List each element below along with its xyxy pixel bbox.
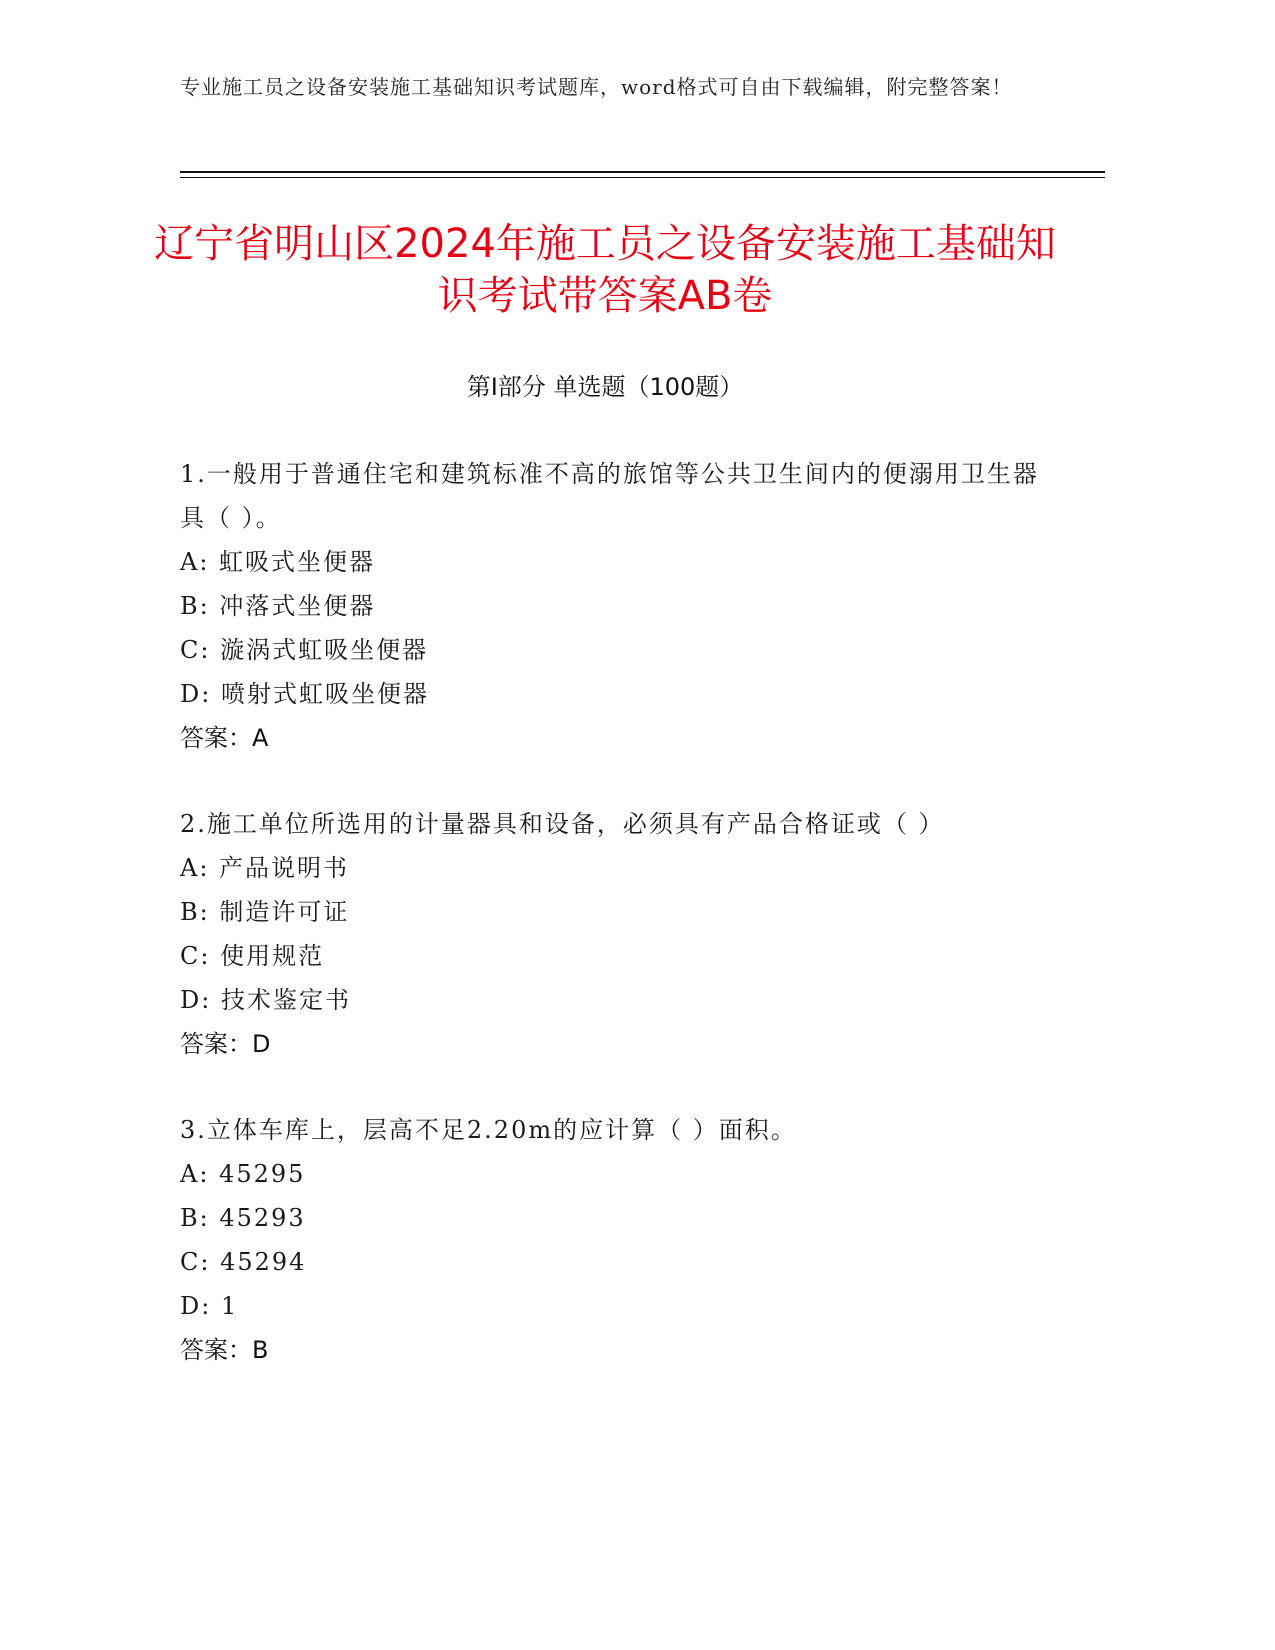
option-d: D: 喷射式虹吸坐便器 — [180, 680, 429, 708]
answer-line: 答案：D — [180, 1030, 271, 1058]
option-d: D: 1 — [180, 1292, 239, 1320]
option-d: D: 技术鉴定书 — [180, 986, 351, 1014]
question-3 — [180, 1108, 1060, 1372]
section-heading: 第Ⅰ部分 单选题（100题） — [466, 373, 744, 401]
document-header-note: 专业施工员之设备安装施工基础知识考试题库，word格式可自由下载编辑，附完整答案！ — [180, 75, 1013, 99]
header-divider-thin — [180, 177, 1105, 178]
question-list — [180, 452, 1060, 1414]
question-stem: 2.施工单位所选用的计量器具和设备，必须具有产品合格证或（ ） — [180, 810, 945, 838]
answer-line: 答案：A — [180, 724, 269, 752]
option-b: B: 制造许可证 — [180, 898, 350, 926]
question-stem: 1.一般用于普通住宅和建筑标准不高的旅馆等公共卫生间内的便溺用卫生器具（ ）。 — [180, 460, 1039, 532]
option-a: A: 虹吸式坐便器 — [180, 548, 376, 576]
option-c: C: 漩涡式虹吸坐便器 — [180, 636, 429, 664]
option-c: C: 45294 — [180, 1248, 307, 1276]
answer-line: 答案：B — [180, 1336, 269, 1364]
option-a: A: 产品说明书 — [180, 854, 350, 882]
option-b: B: 45293 — [180, 1204, 306, 1232]
document-title: 辽宁省明山区2024年施工员之设备安装施工基础知识考试带答案AB卷 — [154, 221, 1056, 319]
option-a: A: 45295 — [180, 1160, 306, 1188]
option-c: C: 使用规范 — [180, 942, 325, 970]
question-1 — [180, 452, 1060, 760]
question-stem: 3.立体车库上，层高不足2.20m的应计算（ ）面积。 — [180, 1116, 797, 1144]
header-divider-thick — [180, 171, 1105, 173]
option-b: B: 冲落式坐便器 — [180, 592, 376, 620]
question-2 — [180, 802, 1060, 1066]
